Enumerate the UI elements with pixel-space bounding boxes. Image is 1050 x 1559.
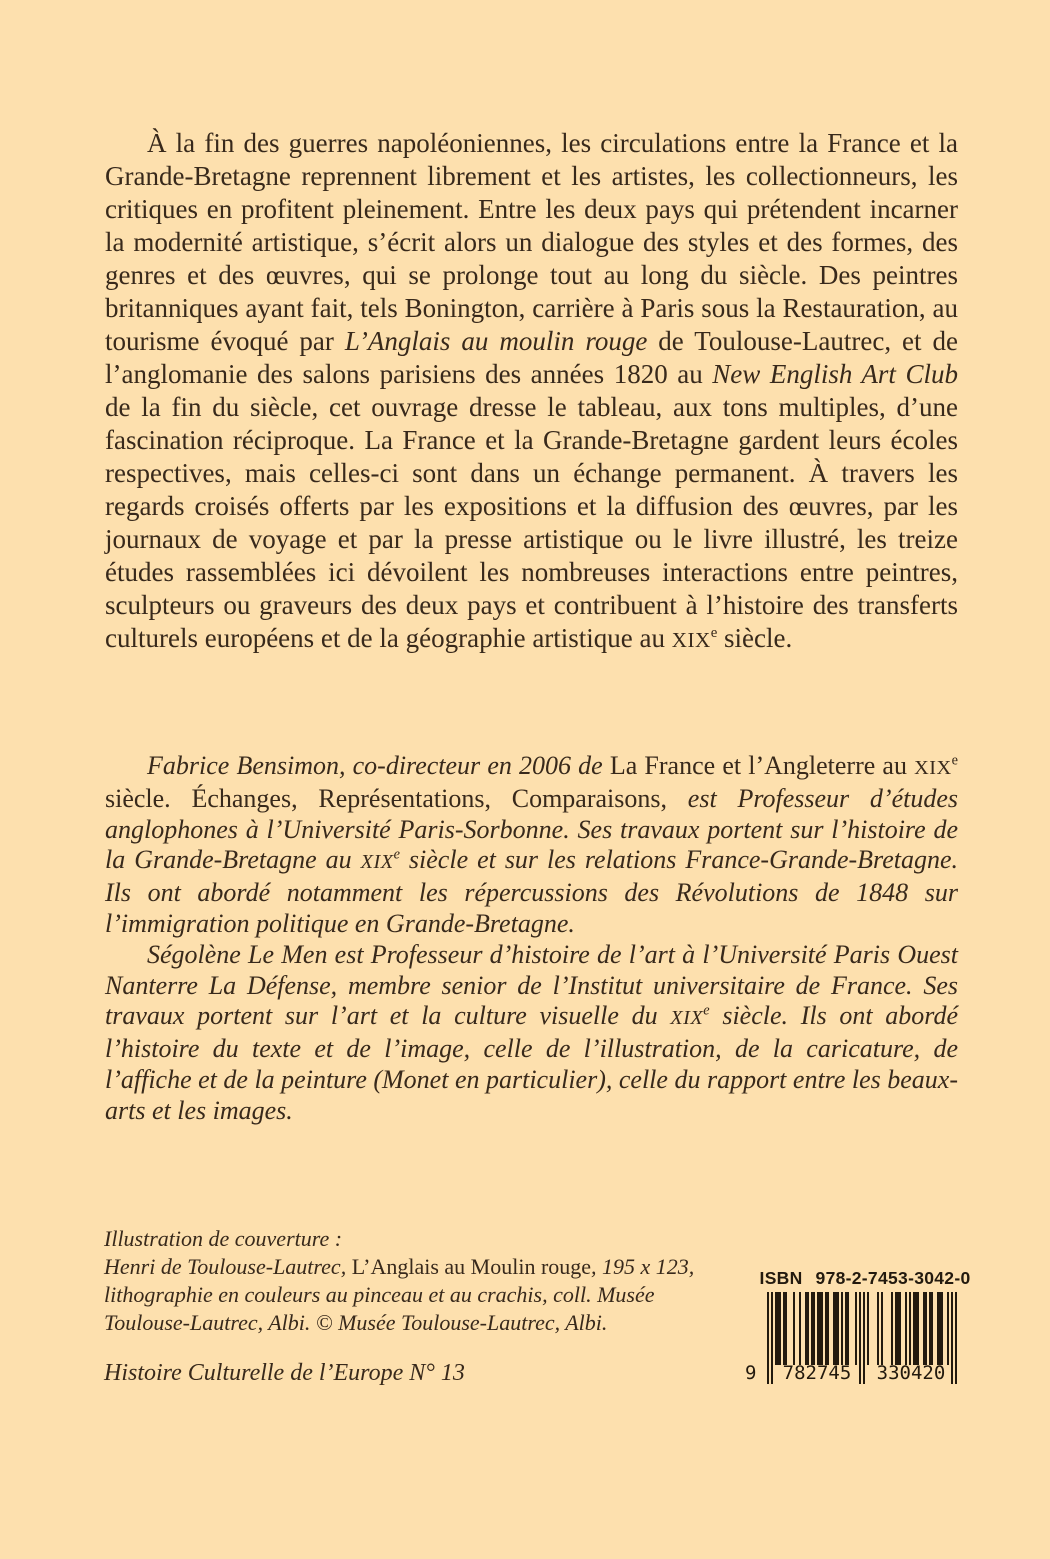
text-segment: XIX (914, 757, 952, 779)
isbn-label (759, 1268, 971, 1289)
text-segment: , 195 x 123, lithographie en couleurs au pinceau et au crachis, coll. Musée Toulouse-Lautrec, Albi. © Musée Toulouse-Lautrec, Albi. (104, 1254, 695, 1335)
author-bio-lemen (105, 940, 958, 1127)
cover-credit (104, 1225, 736, 1337)
text-segment: siècle. Ils ont abordé l’histoire du texte et de l’image, celle de l’illustration, de la caricature, de l’affiche et de la peinture (Monet en particulier), celle du rapport entre les beaux-arts et les images. (105, 1001, 958, 1125)
text-segment: de Toulouse-Lautrec, et de l’anglomanie des salons parisiens des années 1820 au (105, 326, 958, 389)
text-segment: Ségolène Le Men est Professeur d’histoire de l’art à l’Université Paris Ouest Nanterre La Défense, membre senior de l’Institut universitaire de France. Ses travaux portent sur l’art et la culture visuelle du (105, 939, 958, 1031)
text-segment: de la fin du siècle, cet ouvrage dresse le tableau, aux tons multiples, d’une fascination réciproque. La France et la Grande-Bretagne gardent leurs écoles respectives, mais celles-ci sont dans un échange permanent. À travers les regards croisés offerts par les expositions et la diffusion des œuvres, par les journaux de voyage et par la presse artistique ou le livre illustré, les treize études rassemblées ici dévoilent les nombreuses interactions entre peintres, sculpteurs ou graveurs des deux pays et contribuent à l’histoire des transferts culturels européens et de la géographie artistique au (105, 392, 958, 653)
text-segment: XIX (670, 1007, 704, 1030)
text-segment: e (951, 752, 958, 769)
isbn-number: 978-2-7453-3042-0 (815, 1268, 971, 1288)
author-bios (105, 751, 958, 1127)
text-segment: XIX (671, 628, 711, 652)
text-segment: L’Anglais au Moulin rouge (351, 1254, 592, 1279)
text-segment: e (710, 625, 718, 641)
isbn-barcode-block (741, 1268, 971, 1384)
barcode-digits-right: 330420 (876, 1362, 946, 1384)
cover-credit-details (104, 1253, 736, 1337)
isbn-prefix: ISBN (759, 1268, 803, 1288)
barcode-digits-left: 782745 (782, 1362, 852, 1384)
barcode-digit-first: 9 (745, 1362, 757, 1384)
text-segment: e (393, 846, 400, 863)
text-segment: siècle. (717, 623, 793, 653)
text-segment: La France et l’Angleterre au (609, 751, 915, 780)
text-segment: XIX (360, 851, 394, 874)
text-segment: Fabrice Bensimon, co-directeur en 2006 de (147, 751, 610, 780)
text-segment: siècle et sur les relations France-Grande-Bretagne. Ils ont abordé notamment les répercussions des Révolutions de 1848 sur l’immigration politique en Grande-Bretagne. (105, 845, 958, 938)
text-segment: Henri de Toulouse-Lautrec, (104, 1254, 352, 1279)
text-segment: À la fin des guerres napoléoniennes, les circulations entre la France et la Grande-Bretagne reprennent librement et les artistes, les collectionneurs, les critiques en profitent pleinement. Entre les deux pays qui prétendent incarner la modernité artistique, s’écrit alors un dialogue des styles et des formes, des genres et des œuvres, qui se prolonge tout au long du siècle. Des peintres britanniques ayant fait, tels Bonington, carrière à Paris sous la Restauration, au tourisme évoqué par (105, 128, 958, 356)
author-bio-bensimon (105, 751, 958, 940)
text-segment: L’Anglais au moulin rouge (344, 326, 648, 356)
text-segment: e (703, 1002, 710, 1019)
cover-credit-heading: Illustration de couverture : (104, 1226, 343, 1251)
barcode-image (745, 1292, 957, 1384)
text-segment: New English Art Club (712, 359, 958, 389)
series-title: Histoire Culturelle de l’Europe N° 13 (104, 1360, 465, 1386)
text-segment: est Professeur d’études anglophones à l’Université Paris-Sorbonne. Ses travaux portent sur l’histoire de la Grande-Bretagne au (105, 783, 959, 875)
text-segment: siècle. Échanges, Représentations, Comparaisons, (105, 783, 688, 813)
synopsis-paragraph (105, 127, 958, 657)
